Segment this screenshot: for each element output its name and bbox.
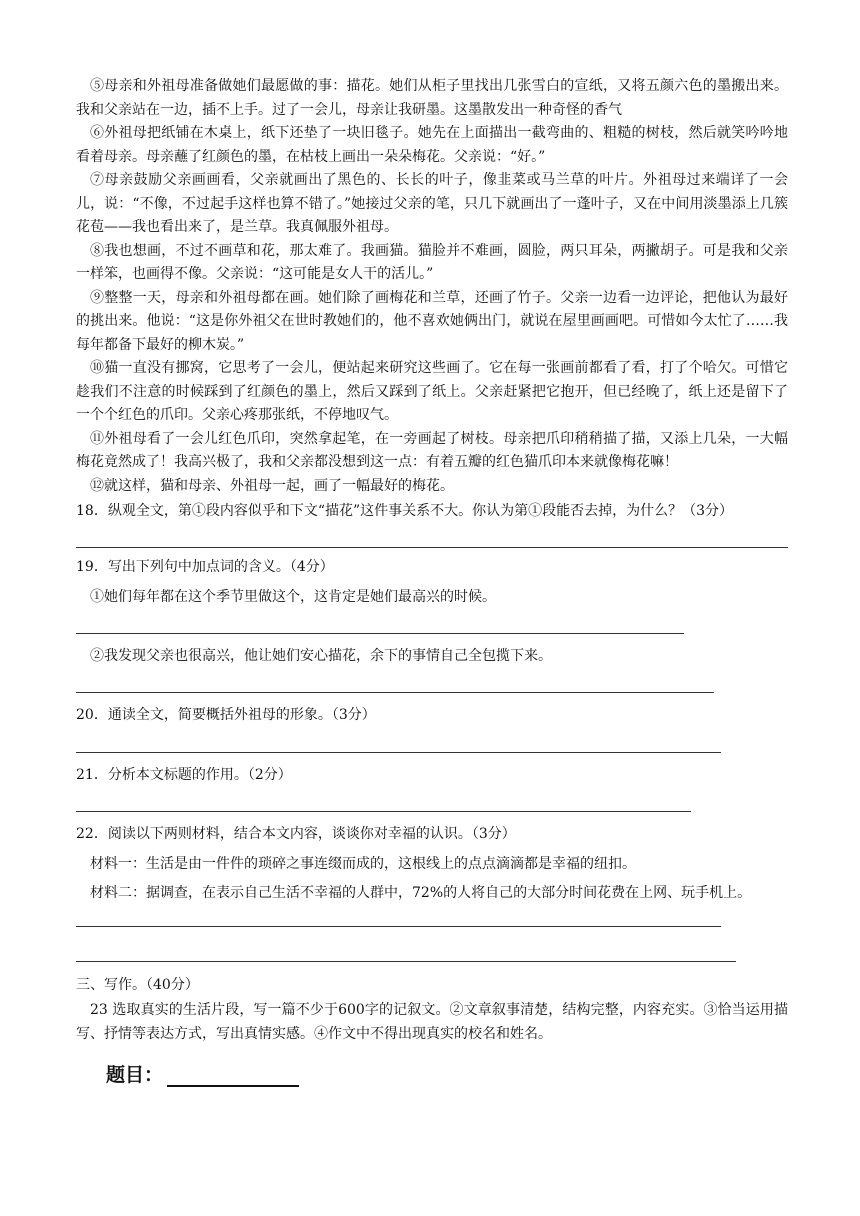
passage-paragraph-5: ⑤母亲和外祖母准备做她们最愿做的事：描花。她们从柜子里找出几张雪白的宣纸，又将五颜六色的墨搬出来。我和父亲站在一边，插不上手。过了一会儿，母亲让我研墨。这墨散发出一种奇怪的香气 [76,78,788,118]
answer-line-19-1[interactable] [76,633,684,634]
answer-line-22-1[interactable] [76,926,721,927]
writing-heading: 三、写作。（40分） [76,976,199,993]
dotted-word-char: 高 · [202,645,216,669]
question-18: 18．纵观全文，第①段内容似乎和下文“描花”这件事关系不大。你认为第①段能否去掉，为什么？（3分） [76,503,734,519]
answer-line-18[interactable] [76,547,788,548]
sentence-text: ，他让她们安心描花，余下的事情自己全包揽下来。 [230,647,552,664]
question-22: 22．阅读以下两则材料，结合本文内容，谈谈你对幸福的认识。（3分） [76,826,516,842]
essay-title-row [76,1060,788,1087]
material-1: 材料一：生活是由一件件的琐碎之事连缀而成的，这根线上的点点滴滴都是幸福的纽扣。 [90,855,636,872]
passage-paragraph-11: ⑪外祖母看了一会儿红色爪印，突然拿起笔，在一旁画起了树枝。母亲把爪印稍稍描了描，又添上几朵，一大幅梅花竟然成了！我高兴极了，我和父亲都没想到这一点：有着五瓣的红色猫爪印本来就像梅花嘛！ [76,430,788,470]
sentence-text: ②我发现父亲也很 [90,647,202,664]
answer-line-19-2[interactable] [76,692,714,693]
passage-paragraph-8: ⑧我也想画，不过不画草和花，那太难了。我画猫。猫脸并不难画，圆脸，两只耳朵，两撇胡子。可是我和父亲一样笨，也画得不像。父亲说：“这可能是女人干的活儿。” [76,242,788,282]
passage-paragraph-12: ⑫就这样，猫和母亲、外祖母一起，画了一幅最好的梅花。 [90,477,454,494]
answer-line-22-2[interactable] [76,961,736,962]
dotted-word-char: 高 · [412,586,426,610]
writing-prompt: 23 选取真实的生活片段，写一篇不少于600字的记叙文。②文章叙事清楚，结构完整，内容充实。③恰当运用描写、抒情等表达方式，写出真情实感。④作文中不得出现真实的校名和姓名。 [76,1002,788,1042]
answer-line-20[interactable] [76,752,721,753]
essay-title-label: 题目： [106,1064,164,1086]
dotted-word-char: 兴 · [426,586,440,610]
question-20: 20．通读全文，简要概括外祖母的形象。（3分） [76,707,376,723]
material-2: 材料二：据调查，在表示自己生活不幸福的人群中，72%的人将自己的大部分时间花费在上网、玩手机上。 [90,885,752,901]
answer-line-21[interactable] [76,811,691,812]
essay-title-blank[interactable] [167,1065,299,1087]
dotted-word-char: 兴 · [216,645,230,669]
question-19-sentence-2 [76,645,788,669]
passage-paragraph-10: ⑩猫一直没有挪窝，它思考了一会儿，便站起来研究这些画了。它在每一张画前都看了看，打了个哈欠。可惜它趁我们不注意的时候踩到了红颜色的墨上，然后又踩到了纸上。父亲赶紧把它抱开，但已经晚了，纸上还是留下了一个个红色的爪印。父亲心疼那张纸，不停地叹气。 [76,360,788,423]
passage-paragraph-9: ⑨整整一天，母亲和外祖母都在画。她们除了画梅花和兰草，还画了竹子。父亲一边看一边评论，把他认为最好的挑出来。他说：“这是你外祖父在世时教她们的，他不喜欢她俩出门，就说在屋里画画吧。可惜如今太忙了……我每年都备下最好的柳木炭。” [76,289,788,353]
passage-paragraph-6: ⑥外祖母把纸铺在木桌上，纸下还垫了一块旧毯子。她先在上面描出一截弯曲的、粗糙的树枝，然后就笑吟吟地看着母亲。母亲蘸了红颜色的墨，在枯枝上画出一朵朵梅花。父亲说：“好。” [76,125,788,165]
question-19-sentence-1 [76,586,788,610]
sentence-text: ①她们每年都在这个季节里做这个，这肯定是她们最 [90,589,412,605]
sentence-text: 的时候。 [440,589,496,605]
passage-paragraph-7: ⑦母亲鼓励父亲画画看，父亲就画出了黑色的、长长的叶子，像韭菜或马兰草的叶片。外祖母过来端详了一会儿，说：“不像，不过起手这样也算不错了。”她接过父亲的笔，只几下就画出了一蓬叶子，又在中间用淡墨添上几簇花苞——我也看出来了，是兰草。我真佩服外祖母。 [76,172,788,235]
question-19: 19．写出下列句中加点词的含义。（4分） [76,558,334,575]
question-21: 21．分析本文标题的作用。（2分） [76,766,292,783]
